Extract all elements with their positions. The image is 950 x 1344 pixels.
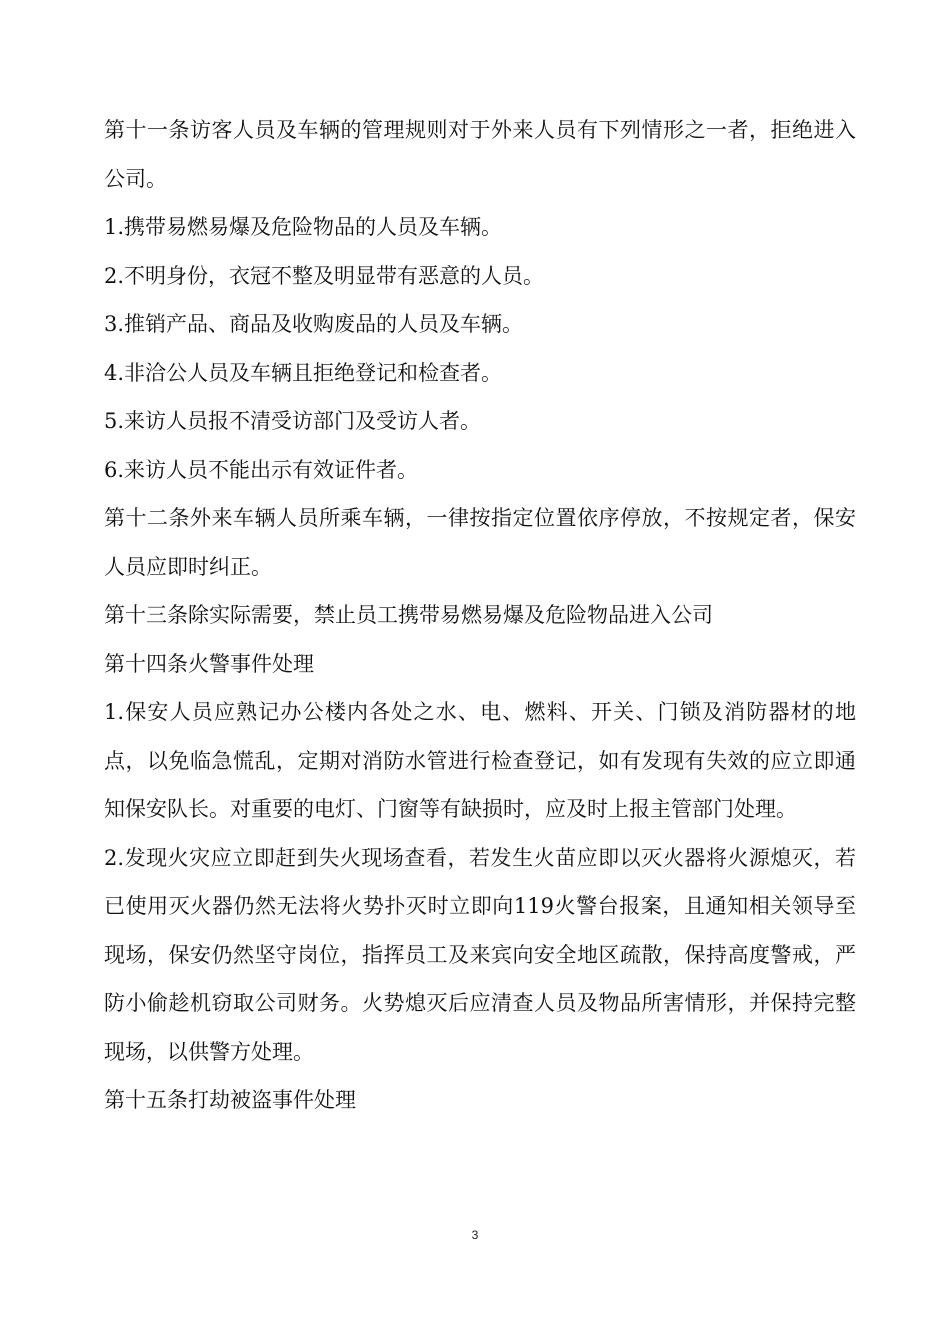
paragraph-item-4: 4.非洽公人员及车辆且拒绝登记和检查者。 <box>104 360 503 385</box>
paragraph-item-1: 1.携带易燃易爆及危险物品的人员及车辆。 <box>104 215 503 239</box>
paragraph-article-14: 第十四条火警事件处理 <box>104 651 314 676</box>
paragraph-item-2: 2.不明身份，衣冠不整及明显带有恶意的人员。 <box>104 263 545 288</box>
paragraph-article-12: 第十二条外来车辆人员所乘车辆，一律按指定位置依序停放，不按规定者，保安人员应即时纠正。 <box>104 506 856 579</box>
paragraph-item-6: 6.来访人员不能出示有效证件者。 <box>104 457 419 482</box>
paragraph-fire-item-2: 2.发现火灾应立即赶到失火现场查看，若发生火苗应即以灭火器将火源熄灭，若已使用灭火器仍然无法将火势扑灭时立即向119火警台报案，且通知相关领导至现场，保安仍然坚守岗位，指挥员工及来宾向安全地区疏散，保持高度警戒，严防小偷趁机窃取公司财务。火势熄灭后应清查人员及物品所害情形，并保持完整现场，以供警方处理。 <box>104 845 856 1064</box>
paragraph-item-3: 3.推销产品、商品及收购废品的人员及车辆。 <box>104 312 524 336</box>
paragraph-article-15: 第十五条打劫被盗事件处理 <box>104 1088 356 1112</box>
paragraph-item-5: 5.来访人员报不清受访部门及受访人者。 <box>104 409 482 433</box>
document-body <box>104 106 856 1125</box>
paragraph-article-13: 第十三条除实际需要，禁止员工携带易燃易爆及危险物品进入公司 <box>104 603 713 627</box>
paragraph-article-11: 第十一条访客人员及车辆的管理规则对于外来人员有下列情形之一者，拒绝进入公司。 <box>104 118 856 191</box>
page-number: 3 <box>471 1228 479 1242</box>
paragraph-fire-item-1: 1.保安人员应熟记办公楼内各处之水、电、燃料、开关、门锁及消防器材的地点，以免临急慌乱，定期对消防水管进行检查登记，如有发现有失效的应立即通知保安队长。对重要的电灯、门窗等有缺损时，应及时上报主管部门处理。 <box>104 700 856 821</box>
